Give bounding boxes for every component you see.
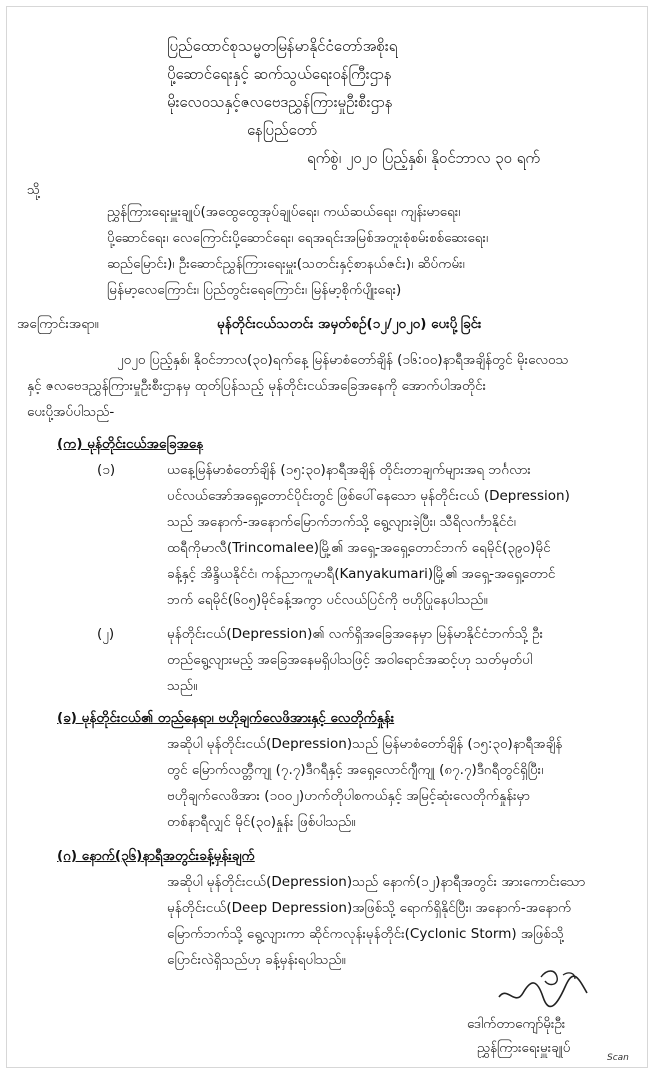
recipient-line: ဆည်မြောင်း)၊ ဦးဆောင်ညွှန်ကြားရေးမှူး(သတင်းနှင့်စာနယ်ဇင်း)၊ ဆိပ်ကမ်း၊ [107,256,465,272]
item1-line: ထရီကိုမာလီ(Trincomalee)မြို့၏ အရှေ့-အရှေ့တောင်ဘက် ရေမိုင်(၃၉၀)မိုင် [167,540,551,556]
item2-line: သည်။ [167,678,198,694]
item1-line: ခန့်နှင့် အိန္ဒိယနိုင်ငံ၊ ကန်ညာကူမာရီ(Kanyakumari)မြို့၏ အရှေ့-အရှေ့တောင် [167,566,556,582]
signatory-name: ဒေါက်တာကျော်မိုးဦး [467,1016,566,1032]
intro-line: ပေးပို့အပ်ပါသည်- [27,404,115,420]
recipient-line: မြန်မာ့လေကြောင်း၊ ပြည်တွင်းရေကြောင်း၊ မြန်မာ့စိုက်ပျိုးရေး) [107,282,402,298]
header-line-government: ပြည်ထောင်စုသမ္မတမြန်မာနိုင်ငံတော်အစိုးရ [167,37,398,55]
header-line-city: နေပြည်တော် [247,121,318,139]
section-b-line: အဆိုပါ မုန်တိုင်းငယ်(Depression)သည် မြန်မာစံတော်ချိန် (၁၅:၃၀)နာရီအချိန် [167,736,563,752]
intro-line: ၂၀၂၀ ပြည့်နှစ်၊ နိုဝင်ဘာလ(၃၀)ရက်နေ့ မြန်မာစံတော်ချိန် (၁၆:၀၀)နာရီအချိန်တွင် မိုးလေဝသ [117,352,569,368]
recipient-line: ညွှန်ကြားရေးမှူးချုပ်(အထွေထွေအုပ်ချုပ်ရေး၊ ကယ်ဆယ်ရေး၊ ကျန်းမာရေး၊ [107,204,461,220]
section-c-line: မြောက်ဘက်သို့ ရွေ့လျားကာ ဆိုင်ကလုန်းမုန်တိုင်း(Cyclonic Storm) အဖြစ်သို့ [167,926,564,942]
item-number: (၂) [97,626,115,642]
subject-text: မုန်တိုင်းငယ်သတင်း အမှတ်စဉ်(၁၂/၂၀၂၀) ပေးပို့ခြင်း [217,316,482,332]
section-a-heading: (က) မုန်တိုင်းငယ်အခြေအနေ [57,436,204,452]
section-c-line: အဆိုပါ မုန်တိုင်းငယ်(Depression)သည် နောက်(၁၂)နာရီအတွင်း အားကောင်းသော [167,874,586,890]
item2-line: မုန်တိုင်းငယ်(Depression)၏ လက်ရှိအခြေအနေမှာ မြန်မာနိုင်ငံဘက်သို့ ဦး [167,626,544,642]
item2-line: တည်ရွေ့လျားမည့် အခြေအနေမရှိပါသဖြင့် အဝါရောင်အဆင့်ဟု သတ်မှတ်ပါ [167,652,533,668]
section-b-line: တွင် မြောက်လတ္တီကျု (၇.၇)ဒီဂရီနှင့် အရှေ့လောင်ဂျီကျု (၈၇.၇)ဒီဂရီတွင်ရှိပြီး၊ [167,762,544,778]
item1-line: သည် အနောက်-အနောက်မြောက်ဘက်သို့ ရွေ့လျားခဲ့ပြီး၊ သီရိလင်္ကာနိုင်ငံ၊ [167,514,516,530]
section-b-heading: (ခ) မုန်တိုင်းငယ်၏ တည်နေရာ၊ ဗဟိုချက်လေဖိအားနှင့် လေတိုက်နှုန်း [57,710,395,726]
signatory-title: ညွှန်ကြားရေးမှူးချုပ် [477,1040,571,1056]
document-page [6,6,648,1068]
section-c-heading: (ဂ) နောက်(၃၆)နာရီအတွင်းခန့်မှန်းချက် [57,848,255,864]
scan-mark: Scan [607,1053,629,1063]
item1-line: ပင်လယ်အော်အရှေ့တောင်ပိုင်းတွင် ဖြစ်ပေါ်နေသော မုန်တိုင်းငယ် (Depression) [167,488,570,504]
intro-line: နှင့် ဇလဗေဒညွှန်ကြားမှုဦးစီးဌာနမှ ထုတ်ပြန်သည့် မုန်တိုင်းငယ်အခြေအနေကို အောက်ပါအတိုင်း [27,378,487,394]
recipient-line: ပို့ဆောင်ရေး၊ လေကြောင်းပို့ဆောင်ရေး၊ ရေအရင်းအမြစ်အတူးစုံစမ်းစစ်ဆေးရေး၊ [107,230,489,246]
header-line-department: မိုးလေဝသနှင့်ဇလဗေဒညွှန်ကြားမှုဦးစီးဌာန [167,93,393,111]
subject-label: အကြောင်းအရာ။ [17,316,99,332]
item1-line: ဘက် ရေမိုင်(၆၀၅)မိုင်ခန့်အကွာ ပင်လယ်ပြင်ကို ဗဟိုပြုနေပါသည်။ [167,592,488,608]
section-b-line: တစ်နာရီလျှင် မိုင်(၃၀)နှုန်း ဖြစ်ပါသည်။ [167,814,356,830]
item-number: (၁) [97,462,116,478]
section-b-line: ဗဟိုချက်လေဖိအား (၁၀၀၂)ဟက်တိုပါစကယ်နှင့် အမြင့်ဆုံးလေတိုက်နှုန်းမှာ [167,788,530,804]
document-date: ရက်စွဲ၊ ၂၀၂၀ ပြည့်နှစ်၊ နိုဝင်ဘာလ ၃၀ ရက် [307,149,541,167]
to-label: သို့ [27,182,41,198]
section-c-line: ပြောင်းလဲရှိသည်ဟု ခန့်မှန်းရပါသည်။ [167,952,346,968]
handwritten-signature [493,967,593,1011]
item1-line: ယနေ့မြန်မာစံတော်ချိန် (၁၅:၃၀)နာရီအချိန် တိုင်းတာချက်များအရ ဘင်္ဂလား [167,462,531,478]
header-line-ministry: ပို့ဆောင်ရေးနှင့် ဆက်သွယ်ရေးဝန်ကြီးဌာန [167,65,392,83]
section-c-line: မုန်တိုင်းငယ်(Deep Depression)အဖြစ်သို့ ရောက်ရှိနိုင်ပြီး၊ အနောက်-အနောက် [167,900,572,916]
